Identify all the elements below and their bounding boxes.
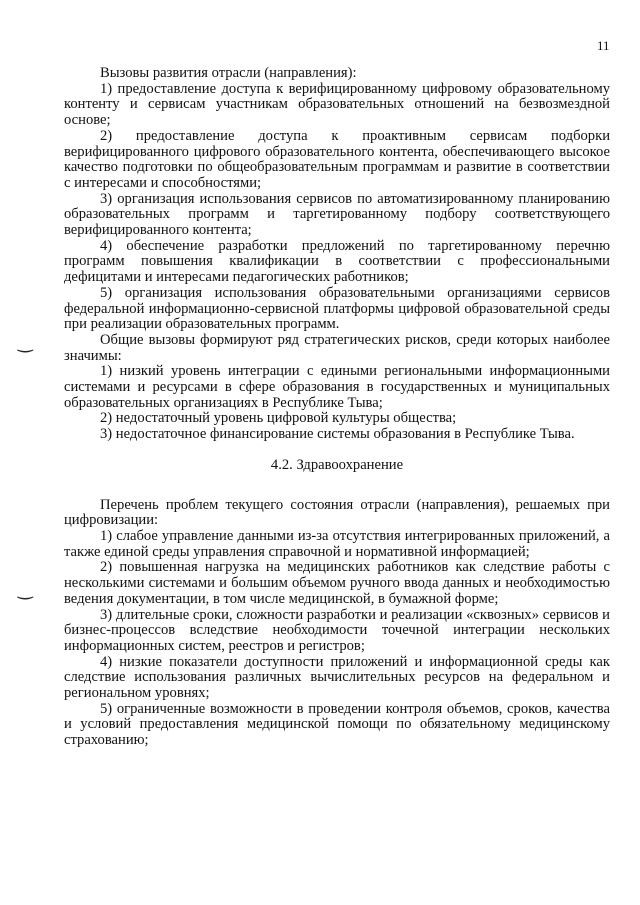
margin-mark: ‿ xyxy=(18,332,33,352)
risks-intro: Общие вызовы формируют ряд стратегических рисков, среди которых наиболее значимы: xyxy=(64,331,610,364)
page-number: 11 xyxy=(597,38,610,53)
risk-item: 3) недостаточное финансирование системы образования в Республике Тыва. xyxy=(100,426,575,443)
challenge-item: 2) предоставление доступа к проактивным сервисам подборки верифицированного цифрового образовательного контента, обеспечивающего высокое качество подготовки по общеобразовательным программам и развитие в соответствии с интересами и способностями; xyxy=(64,127,610,191)
challenge-item: 4) обеспечение разработки предложений по таргетированному перечню программ повышения квалификации в соответствии с профессиональными дефицитами и интересами педагогических работников; xyxy=(64,237,610,286)
section-heading: 4.2. Здравоохранение xyxy=(270,456,404,473)
problem-item: 5) ограниченные возможности в проведении контроля объемов, сроков, качества и условий предоставления медицинской помощи по обязательному медицинскому страхованию; xyxy=(64,700,610,749)
challenge-item: 5) организация использования образовательными организациями сервисов федеральной информационно-сервисной платформы цифровой образовательной среды при реализации образовательных программ. xyxy=(64,284,610,333)
challenge-item: 1) предоставление доступа к верифицированному цифровому образовательному контенту и сервисам участникам образовательных отношений на безвозмездной основе; xyxy=(64,80,610,129)
risk-item: 2) недостаточный уровень цифровой культуры общества; xyxy=(100,410,457,427)
document-body xyxy=(64,66,610,749)
problem-item: 3) длительные сроки, сложности разработки и реализации «сквозных» сервисов и бизнес-процессов вследствие необходимости точечной интеграции нескольких информационных систем, реестров и регистров; xyxy=(64,606,610,654)
challenge-item: 3) организация использования сервисов по автоматизированному планированию образовательных программ и таргетированному подбору соответствующего верифицированного контента; xyxy=(64,190,610,239)
problems-intro: Перечень проблем текущего состояния отрасли (направления), решаемых при цифровизации: xyxy=(64,496,610,529)
risk-item: 1) низкий уровень интеграции с едиными региональными информационными системами и ресурсами в сфере образования в государственных и муниципальных образовательных организациях в Республике Тыва; xyxy=(64,363,610,411)
challenges-intro: Вызовы развития отрасли (направления): xyxy=(100,65,357,81)
problem-item: 4) низкие показатели доступности приложений и информационной среды как следствие использования различных вычислительных ресурсов на федеральном и региональном уровнях; xyxy=(64,653,610,702)
problem-item: 2) повышенная нагрузка на медицинских работников как следствие работы с несколькими системами и большим объемом ручного ввода данных и необходимостью ведения документации, в том числе медицинской, в бумажной форме; xyxy=(64,559,610,607)
margin-mark: ‿ xyxy=(18,579,33,599)
problem-item: 1) слабое управление данными из-за отсутствия интегрированных приложений, а также единой среды управления справочной и нормативной информацией; xyxy=(64,527,610,560)
